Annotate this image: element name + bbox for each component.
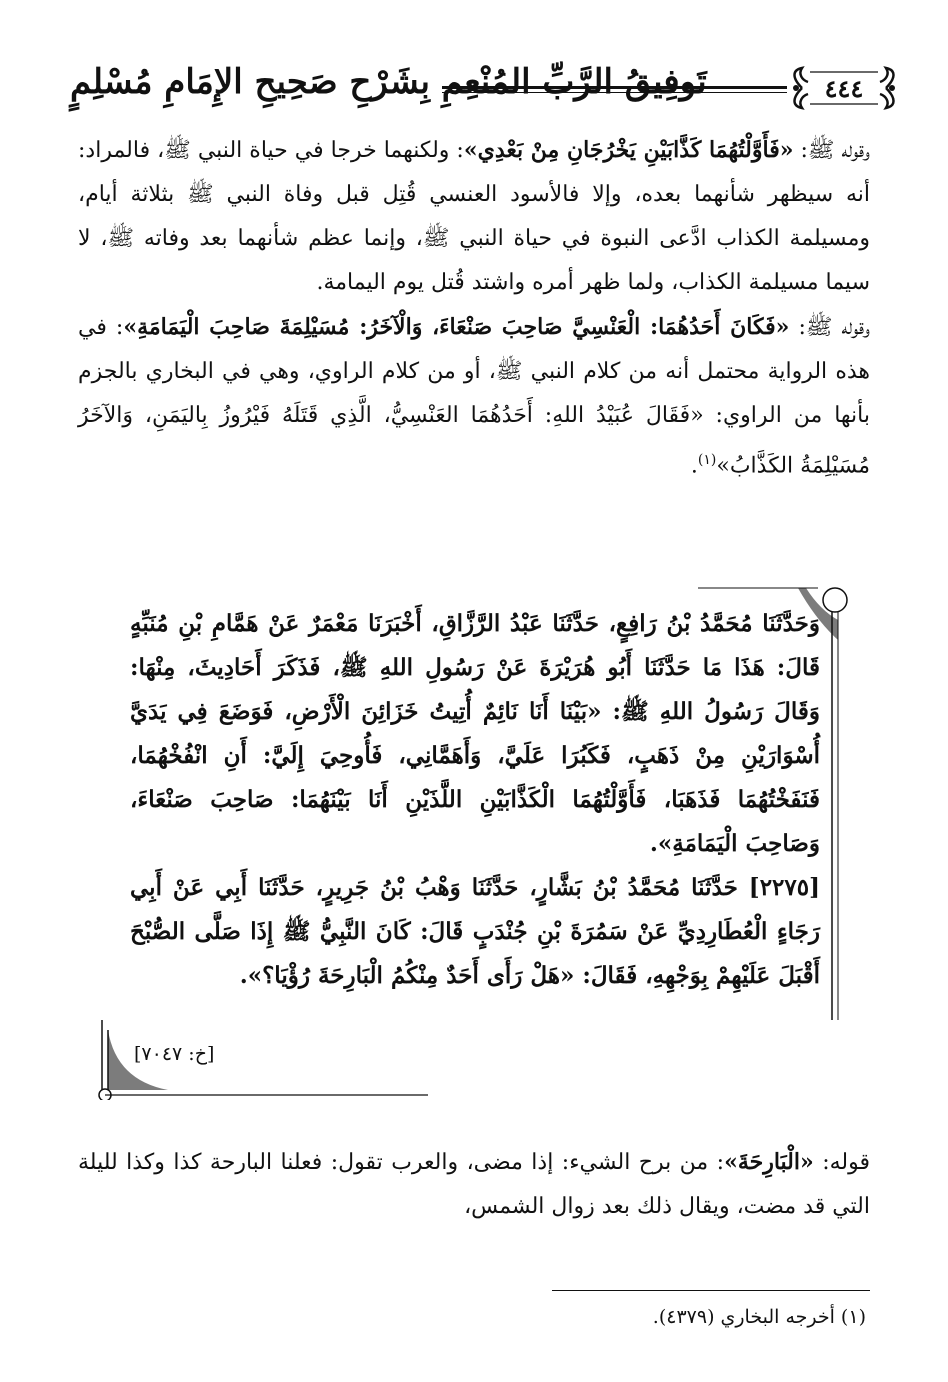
hadith-paragraph-2: [130, 866, 820, 998]
commentary-body: : من برح الشيء: إذا مضى، والعرب تقول: فعلنا البارحة كذا وكذا لليلة التي قد مضت، ويقال ذلك بعد زوال الشمس،: [78, 1150, 870, 1219]
paragraph-text: : في هذه الرواية محتمل أنه من كلام النبي ﷺ، أو من كلام الراوي، وهي في البخاري بالجزم بأنها من الراوي: «فَقَالَ عُبَيْدُ اللهِ: أَحَدُهُمَا العَنْسِيُّ، الَّذِي قَتَلَهُ فَيْرُوزُ بِاليَمَنِ، وَالآخَرُ مُسَيْلِمَةُ الكَذَّابُ»: [78, 315, 870, 479]
hadith-number: [٢٢٧٥]: [748, 874, 820, 901]
footnote-marker[interactable]: (١): [697, 452, 717, 468]
main-text: [78, 128, 870, 488]
hadith-body: حَدَّثَنَا مُحَمَّدُ بْنُ بَشَّارٍ، حَدَّثَنَا وَهْبُ بْنُ جَرِيرٍ، حَدَّثَنَا أَبِي عَنْ أَبِي رَجَاءٍ الْعُطَارِدِيِّ عَنْ سَمُرَةَ بْنِ جُنْدَبٍ قَالَ: كَانَ النَّبِيُّ ﷺ إِذَا صَلَّى الصُّبْحَ أَقْبَلَ عَلَيْهِمْ بِوَجْهِهِ، فَقَالَ: «هَلْ رَأَى أَحَدٌ مِنْكُمُ الْبَارِحَةَ رُؤْيَا؟».: [130, 874, 820, 989]
commentary-text: [78, 1140, 870, 1229]
hadith-paragraph-1: وَحَدَّثَنَا مُحَمَّدُ بْنُ رَافِعٍ، حَدَّثَنَا عَبْدُ الرَّزَّاقِ، أَخْبَرَنَا مَعْمَرٌ عَنْ هَمَّامِ بْنِ مُنَبِّهٍ قَالَ: هَذَا مَا حَدَّثَنَا أَبُو هُرَيْرَةَ عَنْ رَسُولِ اللهِ ﷺ، فَذَكَرَ أَحَادِيثَ، مِنْهَا: وَقَالَ رَسُولُ اللهِ ﷺ: «بَيْنَا أَنَا نَائِمٌ أُتِيتُ خَزَائِنَ الْأَرْضِ، فَوَضَعَ فِي يَدَيَّ أُسْوَارَيْنِ مِنْ ذَهَبٍ، فَكَبُرَا عَلَيَّ، وَأَهَمَّانِي، فَأُوحِيَ إِلَيَّ: أَنِ انْفُخْهُمَا، فَنَفَخْتُهُمَا فَذَهَبَا، فَأَوَّلْتُهُمَا الْكَذَّابَيْنِ اللَّذَيْنِ أَنَا بَيْنَهُمَا: صَاحِبَ صَنْعَاءَ، وَصَاحِبَ الْيَمَامَةِ».: [130, 610, 820, 857]
paragraph-end: .: [690, 453, 698, 479]
prophetic-quote: «فَكَانَ أَحَدُهُمَا: الْعَنْسِيَّ صَاحِبَ صَنْعَاءَ، وَالْآخَرُ: مُسَيْلِمَةَ صَاحِبَ الْيَمَامَةِ»: [123, 314, 790, 340]
footnote: (١) أخرجه البخاري (٤٣٧٩).: [652, 1306, 866, 1328]
commentary-quote: «الْبَارِحَةَ»: [724, 1149, 814, 1175]
paragraph-lead: وقوله ﷺ:: [789, 315, 870, 340]
page-number-ornament: [788, 64, 900, 112]
paragraph-1: [78, 128, 870, 305]
paragraph-2: [78, 305, 870, 488]
commentary-paragraph: [78, 1140, 870, 1229]
paragraph-lead: وقوله ﷺ:: [793, 138, 871, 163]
page-number: ٤٤٤: [824, 74, 864, 103]
paragraph-text: : ولكنهما خرجا في حياة النبي ﷺ، فالمراد: أنه سيظهر شأنهما بعده، وإلا فالأسود العنسي قُتِل قبل وفاة النبي ﷺ بثلاثة أيام، ومسيلمة الكذاب ادَّعى النبوة في حياة النبي ﷺ، وإنما عظم شأنهما بعد وفاته ﷺ، لا سيما مسيلمة الكذاب، ولما ظهر أمره واشتد قُتل يوم اليمامة.: [78, 138, 870, 295]
book-title: تَوفِيقُ الرَّبِّ المُنْعِمِ بِشَرْحِ صَحِيحِ الإِمَامِ مُسْلِمٍ: [70, 62, 707, 102]
header-rule: [442, 86, 787, 89]
bukhari-reference: [خ: ٧٠٤٧]: [134, 1043, 215, 1065]
running-header: [70, 58, 870, 118]
hadith-box: [98, 580, 850, 1100]
hadith-text: [130, 602, 820, 998]
commentary-lead: قوله:: [813, 1150, 870, 1175]
footnote-separator: [552, 1290, 870, 1291]
header-rule-thin: [442, 92, 787, 93]
prophetic-quote: «فَأَوَّلْتُهُمَا كَذَّابَيْنِ يَخْرُجَانِ مِنْ بَعْدِي»: [463, 137, 794, 163]
